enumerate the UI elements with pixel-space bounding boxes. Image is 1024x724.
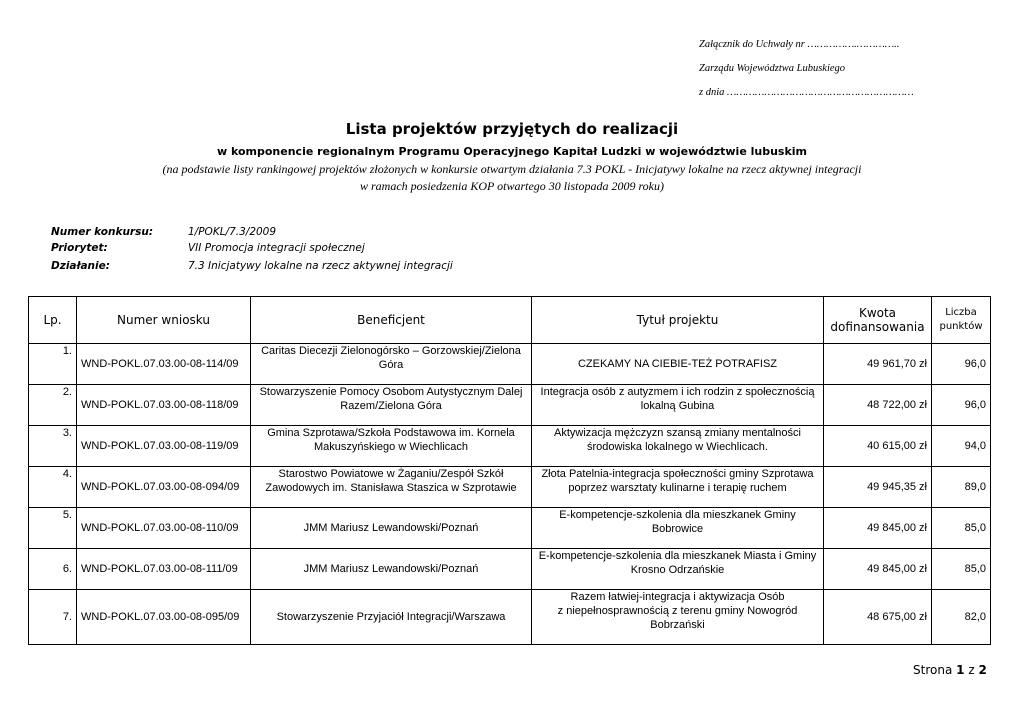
cell-beneficjent bbox=[251, 508, 532, 549]
cell-tytul bbox=[532, 467, 824, 508]
table-row bbox=[29, 590, 991, 645]
beneficjent-line: Starostwo Powiatowe w Żaganiu/Zespół Szkół bbox=[278, 468, 504, 480]
header-beneficjent: Beneficjent bbox=[251, 297, 532, 344]
page-number bbox=[913, 663, 987, 677]
cell-kwota: 49 845,00 zł bbox=[824, 549, 932, 590]
tytul-line: Aktywizacja mężczyzn szansą zmiany mentalności bbox=[554, 427, 801, 439]
note-line-2: w ramach posiedzenia KOP otwartego 30 listopada 2009 roku) bbox=[360, 179, 664, 193]
cell-kwota: 49 961,70 zł bbox=[824, 344, 932, 385]
cell-tytul bbox=[532, 426, 824, 467]
cell-punkty: 82,0 bbox=[932, 590, 991, 645]
cell-tytul bbox=[532, 508, 824, 549]
cell-numer: WND-POKL.07.03.00-08-095/09 bbox=[77, 590, 251, 645]
cell-numer: WND-POKL.07.03.00-08-119/09 bbox=[77, 426, 251, 467]
cell-beneficjent bbox=[251, 467, 532, 508]
tytul-line: Integracja osób z autyzmem i ich rodzin z społecznością bbox=[540, 386, 815, 398]
table-row bbox=[29, 549, 991, 590]
cell-kwota: 48 722,00 zł bbox=[824, 385, 932, 426]
priorytet-value: VII Promocja integracji społecznej bbox=[188, 242, 365, 254]
tytul-line: Krosno Odrzańskie bbox=[630, 564, 725, 576]
annex-line-resolution: Załącznik do Uchwały nr …………….………….. bbox=[699, 39, 900, 50]
cell-numer: WND-POKL.07.03.00-08-094/09 bbox=[77, 467, 251, 508]
tytul-line: środowiska lokalnego w Wiechlicach. bbox=[587, 441, 768, 453]
header-numer-wniosku: Numer wniosku bbox=[77, 297, 251, 344]
cell-beneficjent bbox=[251, 426, 532, 467]
beneficjent-line: JMM Mariusz Lewandowski/Poznań bbox=[303, 563, 479, 575]
page-subtitle: w komponencie regionalnym Programu Operacyjnego Kapitał Ludzki w województwie lubuskim bbox=[216, 145, 808, 158]
tytul-line: E-kompetencje-szkolenia dla mieszkanek Gminy bbox=[559, 509, 796, 521]
tytul-line: Razem łatwiej-integracja i aktywizacja Osób bbox=[570, 591, 785, 603]
table-row bbox=[29, 508, 991, 549]
beneficjent-line: Góra bbox=[378, 359, 404, 371]
cell-tytul bbox=[532, 385, 824, 426]
konkurs-label: Numer konkursu: bbox=[51, 226, 154, 238]
beneficjent-line: Makuszyńskiego w Wiechlicach bbox=[313, 441, 469, 453]
beneficjent-line: Stowarzyszenie Pomocy Osobom Autystycznym Dalej bbox=[259, 386, 523, 398]
beneficjent-line: Caritas Diecezji Zielonogórsko – Gorzowskiej/Zielona bbox=[261, 345, 521, 357]
header-tytul-projektu: Tytuł projektu bbox=[532, 297, 824, 344]
page-total: 2 bbox=[978, 663, 987, 677]
cell-punkty: 94,0 bbox=[932, 426, 991, 467]
annex-line-board: Zarządu Województwa Lubuskiego bbox=[699, 63, 846, 74]
tytul-line: poprzez warsztaty kulinarne i terapię ruchem bbox=[568, 482, 787, 494]
dzialanie-label: Działanie: bbox=[51, 260, 110, 272]
cell-beneficjent bbox=[251, 385, 532, 426]
dzialanie-value: 7.3 Inicjatywy lokalne na rzecz aktywnej integracji bbox=[188, 260, 453, 272]
cell-punkty: 85,0 bbox=[932, 508, 991, 549]
cell-tytul bbox=[532, 590, 824, 645]
header-kwota-line-2: dofinansowania bbox=[830, 320, 925, 334]
cell-lp: 4. bbox=[29, 467, 77, 508]
cell-lp: 5. bbox=[29, 508, 77, 549]
cell-lp: 2. bbox=[29, 385, 77, 426]
cell-numer: WND-POKL.07.03.00-08-110/09 bbox=[77, 508, 251, 549]
cell-kwota: 49 845,00 zł bbox=[824, 508, 932, 549]
tytul-line: CZEKAMY NA CIEBIE-TEŻ POTRAFISZ bbox=[577, 358, 778, 370]
cell-kwota: 48 675,00 zł bbox=[824, 590, 932, 645]
cell-numer: WND-POKL.07.03.00-08-118/09 bbox=[77, 385, 251, 426]
cell-punkty: 85,0 bbox=[932, 549, 991, 590]
konkurs-value: 1/POKL/7.3/2009 bbox=[188, 226, 277, 238]
table-row bbox=[29, 467, 991, 508]
page-sep: z bbox=[968, 663, 975, 677]
header-punkty bbox=[932, 297, 991, 344]
cell-lp: 3. bbox=[29, 426, 77, 467]
cell-tytul bbox=[532, 549, 824, 590]
cell-lp: 1. bbox=[29, 344, 77, 385]
cell-kwota: 40 615,00 zł bbox=[824, 426, 932, 467]
beneficjent-line: Stowarzyszenie Przyjaciół Integracji/Warszawa bbox=[276, 611, 506, 623]
table-row bbox=[29, 426, 991, 467]
page-current: 1 bbox=[956, 663, 965, 677]
page-prefix: Strona bbox=[913, 663, 953, 677]
cell-beneficjent bbox=[251, 549, 532, 590]
header-punkty-line-1: Liczba bbox=[945, 307, 977, 318]
beneficjent-line: Gmina Szprotawa/Szkoła Podstawowa im. Kornela bbox=[267, 427, 515, 439]
table-row bbox=[29, 385, 991, 426]
table-header-row bbox=[29, 297, 991, 344]
cell-beneficjent bbox=[251, 590, 532, 645]
beneficjent-line: Razem/Zielona Góra bbox=[340, 400, 442, 412]
cell-punkty: 96,0 bbox=[932, 344, 991, 385]
projects-table bbox=[28, 296, 991, 645]
cell-lp: 6. bbox=[29, 549, 77, 590]
header-kwota-line-1: Kwota bbox=[858, 306, 897, 320]
cell-beneficjent bbox=[251, 344, 532, 385]
beneficjent-line: JMM Mariusz Lewandowski/Poznań bbox=[303, 522, 479, 534]
note-line-1: (na podstawie listy rankingowej projektów złożonych w konkursie otwartym działania 7.3 POKL - Inicjatywy lokalne na rzecz aktywnej integracji bbox=[162, 162, 862, 176]
cell-numer: WND-POKL.07.03.00-08-111/09 bbox=[77, 549, 251, 590]
cell-tytul bbox=[532, 344, 824, 385]
header-punkty-line-2: punktów bbox=[939, 321, 983, 332]
table-row bbox=[29, 344, 991, 385]
cell-lp: 7. bbox=[29, 590, 77, 645]
tytul-line: z niepełnosprawnością z terenu gminy Nowogród bbox=[557, 605, 798, 617]
annex-line-date: z dnia …………………………………………………… bbox=[699, 87, 914, 98]
cell-punkty: 89,0 bbox=[932, 467, 991, 508]
tytul-line: Bobrzański bbox=[650, 619, 705, 631]
tytul-line: E-kompetencje-szkolenia dla mieszkanek Miasta i Gminy bbox=[538, 550, 817, 562]
tytul-line: Złota Patelnia-integracja społeczności gminy Szprotawa bbox=[541, 468, 814, 480]
priorytet-label: Priorytet: bbox=[51, 242, 108, 254]
cell-numer: WND-POKL.07.03.00-08-114/09 bbox=[77, 344, 251, 385]
header-lp: Lp. bbox=[29, 297, 77, 344]
page-title: Lista projektów przyjętych do realizacji bbox=[345, 120, 679, 138]
cell-punkty: 96,0 bbox=[932, 385, 991, 426]
header-kwota bbox=[824, 297, 932, 344]
beneficjent-line: Zawodowych im. Stanisława Staszica w Szprotawie bbox=[265, 482, 517, 494]
tytul-line: lokalną Gubina bbox=[640, 400, 715, 412]
tytul-line: Bobrowice bbox=[651, 523, 704, 535]
cell-kwota: 49 945,35 zł bbox=[824, 467, 932, 508]
